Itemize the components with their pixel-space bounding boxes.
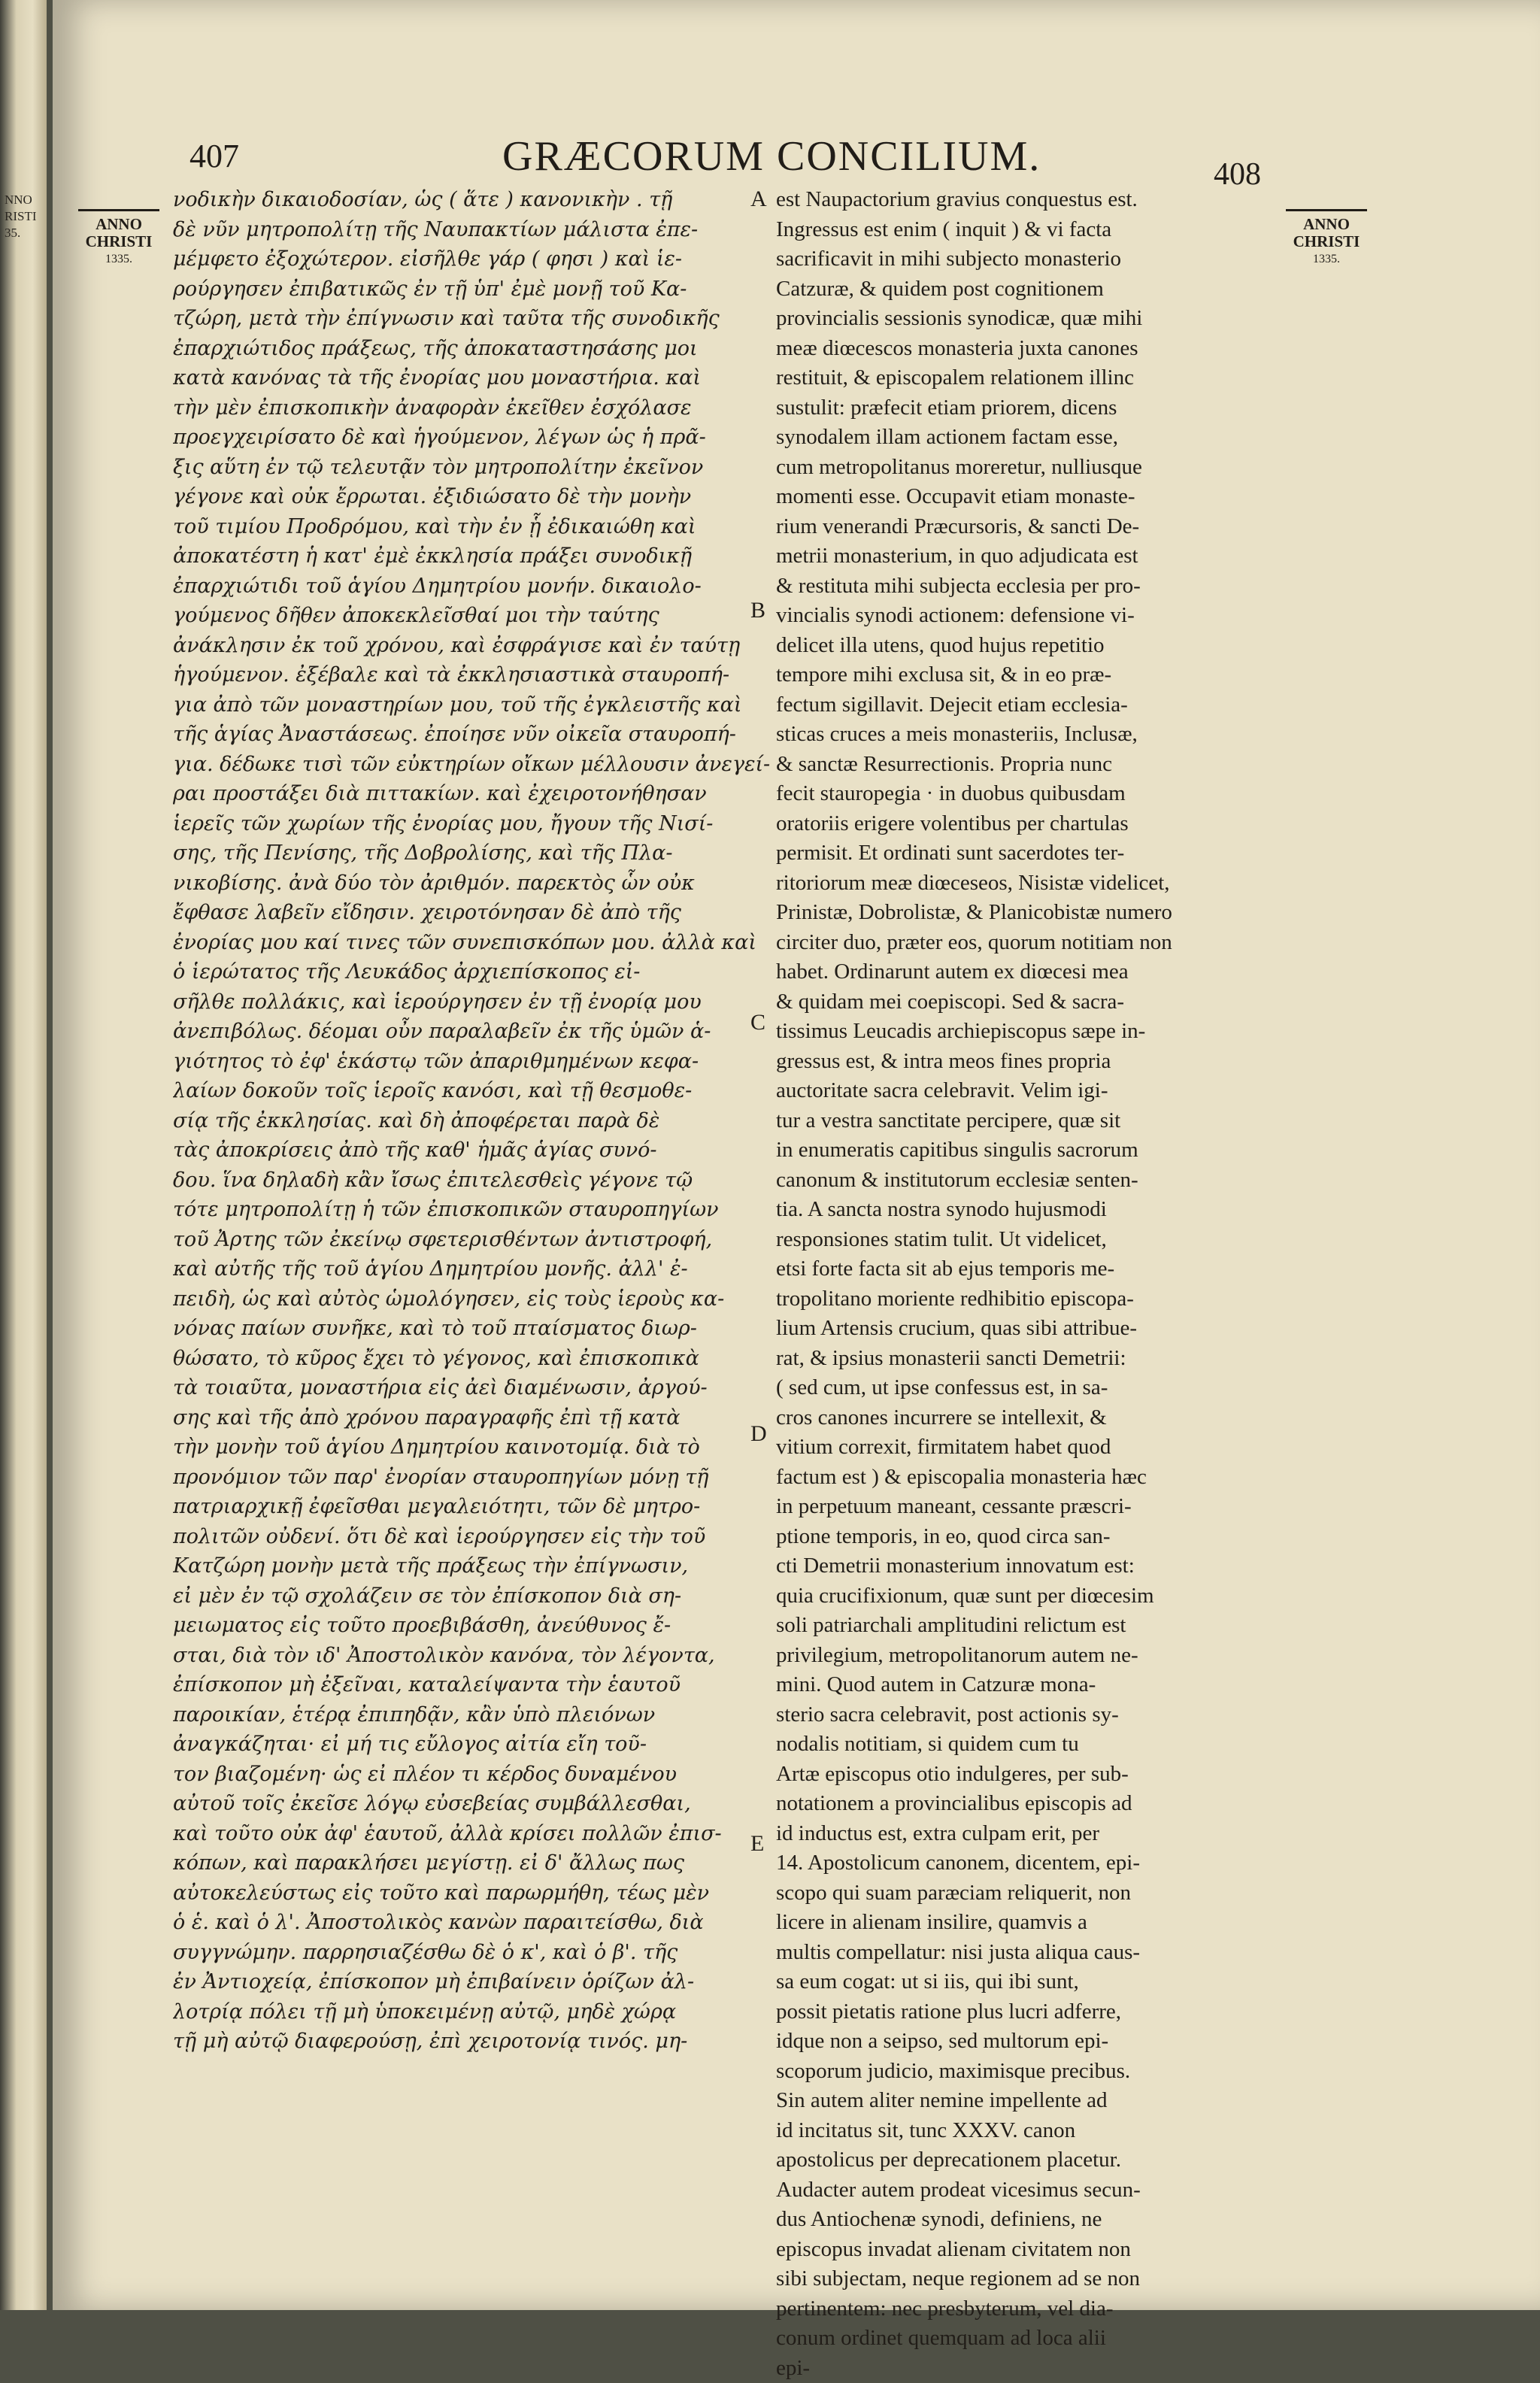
latin-text-line: pertinentem: nec presbyterum, vel dia-	[776, 2294, 1276, 2324]
latin-text-line: scopo qui suam paræciam reliquerit, non	[776, 1878, 1276, 1909]
section-marker-b: B	[750, 598, 765, 623]
latin-text-line: episcopus invadat alienam civitatem non	[776, 2235, 1276, 2265]
greek-text-line: πατριαρχικῇ ἐφεῖσθαι μεγαλειότητι, τῶν δὲ μητρο-	[173, 1492, 796, 1522]
greek-text-line: σται, διὰ τὸν ιδ' Ἀποστολικὸν κανόνα, τὸν λέγοντα,	[173, 1641, 796, 1671]
latin-text-line: tia. A sancta nostra synodo hujusmodi	[776, 1195, 1276, 1225]
latin-text-line: & sanctæ Resurrectionis. Propria nunc	[776, 750, 1276, 780]
latin-text-line: fecit stauropegia · in duobus quibusdam	[776, 779, 1276, 809]
greek-text-line: αὐτοκελεύστως εἰς τοῦτο καὶ παρωρμήθη, τέως μὲν	[173, 1878, 796, 1909]
fragment-1: NNO	[5, 192, 44, 208]
latin-text-line: licere in alienam insilire, quamvis a	[776, 1908, 1276, 1938]
margin-note-right	[1286, 209, 1367, 268]
latin-text-line: possit pietatis ratione plus lucri adferre,	[776, 1997, 1276, 2027]
greek-text-line: τὴν μὲν ἐπισκοπικὴν ἀναφορὰν ἐκεῖθεν ἐσχόλασε	[173, 393, 796, 423]
latin-text-line: scoporum judicio, maximisque precibus.	[776, 2057, 1276, 2087]
greek-text-line: νόνας παίων συνῆκε, καὶ τὸ τοῦ πταίσματος διωρ-	[173, 1314, 796, 1344]
latin-text-line: oratoriis erigere volentibus per chartulas	[776, 809, 1276, 839]
latin-text-line: tissimus Leucadis archiepiscopus sæpe in-	[776, 1017, 1276, 1047]
christi-label: CHRISTI	[1286, 233, 1367, 250]
latin-text-line: delicet illa utens, quod hujus repetitio	[776, 631, 1276, 661]
greek-text-line: ἀνάκλησιν ἐκ τοῦ χρόνου, καὶ ἐσφράγισε καὶ ἐν ταύτῃ	[173, 631, 796, 661]
latin-text-line: Artæ episcopus otio indulgeres, per sub-	[776, 1760, 1276, 1790]
latin-text-line: vincialis synodi actionem: defensione vi-	[776, 601, 1276, 631]
year-label: 1335.	[78, 250, 159, 268]
section-marker-e: E	[750, 1831, 764, 1857]
greek-text-line: αὐτοῦ τοῖς ἐκεῖσε λόγῳ εὐσεβείας συμβάλλεσθαι,	[173, 1789, 796, 1819]
latin-text-line: momenti esse. Occupavit etiam monaste-	[776, 482, 1276, 512]
greek-text-line: γέγονε καὶ οὐκ ἔρρωται. ἐξιδιώσατο δὲ τὴν μονὴν	[173, 482, 796, 512]
latin-text-line: conum ordinet quemquam ad loca alii	[776, 2324, 1276, 2354]
latin-text-line: est Naupactorium gravius conquestus est.	[776, 185, 1276, 215]
latin-text-line: privilegium, metropolitanorum autem ne-	[776, 1641, 1276, 1671]
greek-text-line: τοῦ Ἀρτης τῶν ἐκείνῳ σφετερισθέντων ἀντιστροφή,	[173, 1225, 796, 1255]
greek-text-line: προνόμιον τῶν παρ' ἐνορίαν σταυροπηγίων μόνῃ τῇ	[173, 1463, 796, 1493]
latin-text-line: circiter duo, præter eos, quorum notitiam non	[776, 928, 1276, 958]
latin-text-line: sterio sacra celebravit, post actionis sy-	[776, 1700, 1276, 1730]
greek-text-line: προεγχειρίσατο δὲ καὶ ἡγούμενον, λέγων ὡς ἡ πρᾶ-	[173, 423, 796, 453]
latin-text-line: rium venerandi Præcursoris, & sancti De-	[776, 512, 1276, 542]
latin-text-line: mini. Quod autem in Catzuræ mona-	[776, 1670, 1276, 1700]
section-marker-d: D	[750, 1421, 767, 1447]
greek-text-line: τὴν μονὴν τοῦ ἁγίου Δημητρίου καινοτομίᾳ. διὰ τὸ	[173, 1433, 796, 1463]
latin-text-line: meæ diœcescos monasteria juxta canones	[776, 334, 1276, 364]
greek-text-line: δὲ νῦν μητροπολίτῃ τῆς Ναυπακτίων μάλιστα ἐπε-	[173, 215, 796, 245]
latin-text-line: canonum & institutorum ecclesiæ senten-	[776, 1166, 1276, 1196]
greek-text-line: καὶ τοῦτο οὐκ ἀφ' ἑαυτοῦ, ἀλλὰ κρίσει πολλῶν ἐπισ-	[173, 1819, 796, 1849]
latin-text-column	[776, 185, 1276, 2383]
latin-text-line: ( sed cum, ut ipse confessus est, in sa-	[776, 1373, 1276, 1403]
latin-text-line: & restituta mihi subjecta ecclesia per pro-	[776, 571, 1276, 602]
latin-text-line: multis compellatur: nisi justa aliqua caus-	[776, 1938, 1276, 1968]
greek-text-line: νοδικὴν δικαιοδοσίαν, ὡς ( ἅτε ) κανονικὴν . τῇ	[173, 185, 796, 215]
greek-text-line: πολιτῶν οὐδενί. ὅτι δὲ καὶ ἱερούργησεν εἰς τὴν τοῦ	[173, 1522, 796, 1552]
latin-text-line: metrii monasterium, in quo adjudicata est	[776, 541, 1276, 571]
greek-text-line: γιότητος τὸ ἐφ' ἑκάστῳ τῶν ἀπαριθμημένων κεφα-	[173, 1047, 796, 1077]
latin-text-line: cum metropolitanus moreretur, nulliusque	[776, 453, 1276, 483]
latin-text-line: idque non a seipso, sed multorum epi-	[776, 2027, 1276, 2057]
greek-text-line: για. δέδωκε τισὶ τῶν εὐκτηρίων οἴκων μέλλουσιν ἀνεγεί-	[173, 750, 796, 780]
latin-text-line: nodalis notitiam, si quidem cum tu	[776, 1730, 1276, 1760]
latin-text-line: Catzuræ, & quidem post cognitionem	[776, 274, 1276, 305]
greek-text-line: τὰς ἀποκρίσεις ἀπὸ τῆς καθ' ἡμᾶς ἁγίας συνό-	[173, 1135, 796, 1166]
greek-text-line: ὁ ἱερώτατος τῆς Λευκάδος ἀρχιεπίσκοπος εἰ-	[173, 957, 796, 987]
christi-label: CHRISTI	[78, 233, 159, 250]
latin-text-line: in enumeratis capitibus singulis sacrorum	[776, 1135, 1276, 1166]
running-title: GRÆCORUM CONCILIUM.	[502, 132, 1041, 180]
anno-label: ANNO	[78, 216, 159, 233]
greek-text-line: ἐπαρχιώτιδος πράξεως, τῆς ἀποκαταστησάσης μοι	[173, 334, 796, 364]
greek-text-line: ἀποκατέστη ἡ κατ' ἐμὲ ἐκκλησία πράξει συνοδικῇ	[173, 541, 796, 571]
latin-text-line: rat, & ipsius monasterii sancti Demetrii:	[776, 1344, 1276, 1374]
greek-text-line: ξις αὕτη ἐν τῷ τελευτᾷν τὸν μητροπολίτην ἐκεῖνον	[173, 453, 796, 483]
latin-text-line: etsi forte facta sit ab ejus temporis me-	[776, 1254, 1276, 1284]
latin-text-line: factum est ) & episcopalia monasteria hæc	[776, 1463, 1276, 1493]
greek-text-line: καὶ αὐτῆς τῆς τοῦ ἁγίου Δημητρίου μονῆς. ἀλλ' ἐ-	[173, 1254, 796, 1284]
greek-text-line: σῆλθε πολλάκις, καὶ ἱερούργησεν ἐν τῇ ἐνορίᾳ μου	[173, 987, 796, 1017]
fragment-2: RISTI	[5, 208, 44, 225]
greek-text-line: σης καὶ τῆς ἀπὸ χρόνου παραγραφῆς ἐπὶ τῇ κατὰ	[173, 1403, 796, 1433]
margin-note-left	[78, 209, 159, 268]
greek-text-line: συγγνώμην. παρρησιαζέσθω δὲ ὁ κ', καὶ ὁ β'. τῆς	[173, 1938, 796, 1968]
greek-text-line: κατὰ κανόνας τὰ τῆς ἐνορίας μου μοναστήρια. καὶ	[173, 363, 796, 393]
margin-rule	[1286, 209, 1367, 211]
latin-text-line: Ingressus est enim ( inquit ) & vi facta	[776, 215, 1276, 245]
latin-text-line: lium Artensis crucium, quas sibi attribue-	[776, 1314, 1276, 1344]
latin-text-line: notationem a provincialibus episcopis ad	[776, 1789, 1276, 1819]
greek-text-line: τὰ τοιαῦτα, μοναστήρια εἰς ἀεὶ διαμένωσιν, ἀργού-	[173, 1373, 796, 1403]
latin-text-line: permisit. Et ordinati sunt sacerdotes ter-	[776, 838, 1276, 869]
greek-text-line: μέμφετο ἐξοχώτερον. εἰσῆλθε γάρ ( φησι ) καὶ ἱε-	[173, 244, 796, 274]
greek-text-line: νικοβίσης. ἀνὰ δύο τὸν ἀριθμόν. παρεκτὸς ὧν οὐκ	[173, 869, 796, 899]
latin-text-line: 14. Apostolicum canonem, dicentem, epi-	[776, 1848, 1276, 1878]
greek-text-line: για ἀπὸ τῶν μοναστηρίων μου, τοῦ τῆς ἐγκλειστῆς καὶ	[173, 690, 796, 720]
latin-text-line: epi-	[776, 2354, 1276, 2383]
greek-text-line: ρούργησεν ἐπιβατικῶς ἐν τῇ ὑπ' ἐμὲ μονῇ τοῦ Κα-	[173, 274, 796, 305]
greek-text-line: ἀνεπιβόλως. δέομαι οὖν παραλαβεῖν ἐκ τῆς ὑμῶν ἁ-	[173, 1017, 796, 1047]
latin-text-line: fectum sigillavit. Dejecit etiam ecclesia-	[776, 690, 1276, 720]
greek-text-line: ὁ ἑ. καὶ ὁ λ'. Ἀποστολικὸς κανὼν παραιτείσθω, διὰ	[173, 1908, 796, 1938]
greek-text-line: ἐπίσκοπον μὴ ἐξεῖναι, καταλείψαντα τὴν ἑαυτοῦ	[173, 1670, 796, 1700]
latin-text-line: tur a vestra sanctitate percipere, quæ sit	[776, 1106, 1276, 1136]
latin-text-line: quia crucifixionum, quæ sunt per diœcesim	[776, 1581, 1276, 1611]
latin-text-line: vitium correxit, firmitatem habet quod	[776, 1433, 1276, 1463]
greek-text-line: ἐν Ἀντιοχείᾳ, ἐπίσκοπον μὴ ἐπιβαίνειν ὁρίζων ἀλ-	[173, 1967, 796, 1997]
latin-text-line: Sin autem aliter nemine impellente ad	[776, 2086, 1276, 2116]
latin-text-line: dus Antiochenæ synodi, definiens, ne	[776, 2205, 1276, 2235]
greek-text-line: δου. ἵνα δηλαδὴ κἂν ἴσως ἐπιτελεσθεὶς γέγονε τῷ	[173, 1166, 796, 1196]
latin-text-line: responsiones statim tulit. Ut videlicet,	[776, 1225, 1276, 1255]
latin-text-line: gressus est, & intra meos fines propria	[776, 1047, 1276, 1077]
latin-text-line: cros canones incurrere se intellexit, &	[776, 1403, 1276, 1433]
greek-text-line: τοῦ τιμίου Προδρόμου, καὶ τὴν ἐν ᾗ ἐδικαιώθη καὶ	[173, 512, 796, 542]
section-marker-c: C	[750, 1010, 765, 1035]
previous-page-margin-fragments	[5, 192, 44, 241]
anno-label: ANNO	[1286, 216, 1367, 233]
greek-text-line: εἰ μὲν ἐν τῷ σχολάζειν σε τὸν ἐπίσκοπον διὰ ση-	[173, 1581, 796, 1611]
greek-text-line: τζώρη, μετὰ τὴν ἐπίγνωσιν καὶ ταῦτα τῆς συνοδικῆς	[173, 304, 796, 334]
latin-text-line: ptione temporis, in eo, quod circa san-	[776, 1522, 1276, 1552]
greek-text-line: τῇ μὴ αὐτῷ διαφερούσῃ, ἐπὶ χειροτονίᾳ τινός. μη-	[173, 2027, 796, 2057]
latin-text-line: auctoritate sacra celebravit. Velim igi-	[776, 1076, 1276, 1106]
greek-text-line: ραι προστάξει διὰ πιττακίων. καὶ ἐχειροτονήθησαν	[173, 779, 796, 809]
latin-text-line: cti Demetrii monasterium innovatum est:	[776, 1551, 1276, 1581]
latin-text-line: synodalem illam actionem factam esse,	[776, 423, 1276, 453]
latin-text-line: Audacter autem prodeat vicesimus secun-	[776, 2175, 1276, 2206]
latin-text-line: soli patriarchali amplitudini relictum est	[776, 1611, 1276, 1641]
latin-text-line: apostolicus per deprecationem placetur.	[776, 2145, 1276, 2175]
latin-text-line: sa eum cogat: ut si iis, qui ibi sunt,	[776, 1967, 1276, 1997]
latin-text-line: Prinistæ, Dobrolistæ, & Planicobistæ numero	[776, 898, 1276, 928]
fragment-3: 35.	[5, 225, 44, 241]
latin-text-line: restituit, & episcopalem relationem illinc	[776, 363, 1276, 393]
greek-text-line: ἡγούμενον. ἐξέβαλε καὶ τὰ ἐκκλησιαστικὰ σταυροπή-	[173, 660, 796, 690]
greek-text-line: τότε μητροπολίτῃ ἡ τῶν ἐπισκοπικῶν σταυροπηγίων	[173, 1195, 796, 1225]
latin-text-line: habet. Ordinarunt autem ex diœcesi mea	[776, 957, 1276, 987]
latin-text-line: sibi subjectam, neque regionem ad se non	[776, 2264, 1276, 2294]
greek-text-line: Κατζώρη μονὴν μετὰ τῆς πράξεως τὴν ἐπίγνωσιν,	[173, 1551, 796, 1581]
book-page	[53, 0, 1540, 2310]
latin-text-line: ritoriorum meæ diœceseos, Nisistæ videlicet,	[776, 869, 1276, 899]
greek-text-line: γούμενος δῆθεν ἀποκεκλεῖσθαί μοι τὴν ταύτης	[173, 601, 796, 631]
greek-text-line: κόπων, καὶ παρακλήσει μεγίστῃ. εἰ δ' ἄλλως πως	[173, 1848, 796, 1878]
latin-text-line: tempore mihi exclusa sit, & in eo præ-	[776, 660, 1276, 690]
latin-text-line: in perpetuum maneant, cessante præscri-	[776, 1492, 1276, 1522]
latin-text-line: sacrificavit in mihi subjecto monasterio	[776, 244, 1276, 274]
greek-text-line: μειωματος εἰς τοῦτο προεβιβάσθη, ἀνεύθυνος ἔ-	[173, 1611, 796, 1641]
previous-page-edge	[0, 0, 47, 2310]
page-number-left: 407	[189, 137, 239, 175]
greek-text-line: τον βιαζομένη· ὡς εἰ πλέον τι κέρδος δυναμένου	[173, 1760, 796, 1790]
greek-text-line: τῆς ἁγίας Ἀναστάσεως. ἐποίησε νῦν οἰκεῖα σταυροπή-	[173, 720, 796, 750]
greek-text-line: ἔφθασε λαβεῖν εἴδησιν. χειροτόνησαν δὲ ἀπὸ τῆς	[173, 898, 796, 928]
latin-text-line: sustulit: præfecit etiam priorem, dicens	[776, 393, 1276, 423]
greek-text-line: σίᾳ τῆς ἐκκλησίας. καὶ δὴ ἀποφέρεται παρὰ δὲ	[173, 1106, 796, 1136]
latin-text-line: tropolitano moriente redhibitio episcopa-	[776, 1284, 1276, 1314]
greek-text-line: σης, τῆς Πενίσης, τῆς Δοβρολίσης, καὶ τῆς Πλα-	[173, 838, 796, 869]
latin-text-line: provincialis sessionis synodicæ, quæ mihi	[776, 304, 1276, 334]
page-number-right: 408	[1214, 156, 1261, 193]
greek-text-line: ἀναγκάζηται· εἰ μή τις εὔλογος αἰτία εἴη τοῦ-	[173, 1730, 796, 1760]
latin-text-line: id inductus est, extra culpam erit, per	[776, 1819, 1276, 1849]
latin-text-line: sticas cruces a meis monasteriis, Inclusæ,	[776, 720, 1276, 750]
year-label: 1335.	[1286, 250, 1367, 268]
greek-text-line: λαίων δοκοῦν τοῖς ἱεροῖς κανόσι, καὶ τῇ θεσμοθε-	[173, 1076, 796, 1106]
section-marker-a: A	[750, 186, 767, 212]
greek-text-line: παροικίαν, ἑτέρᾳ ἐπιπηδᾷν, κἂν ὑπὸ πλειόνων	[173, 1700, 796, 1730]
greek-text-line: ἐνορίας μου καί τινες τῶν συνεπισκόπων μου. ἀλλὰ καὶ	[173, 928, 796, 958]
greek-text-line: ἐπαρχιώτιδι τοῦ ἁγίου Δημητρίου μονήν. δικαιολο-	[173, 571, 796, 602]
greek-text-line: ἱερεῖς τῶν χωρίων τῆς ἐνορίας μου, ἤγουν τῆς Νισί-	[173, 809, 796, 839]
greek-text-line: λοτρίᾳ πόλει τῇ μὴ ὑποκειμένῃ αὐτῷ, μηδὲ χώρᾳ	[173, 1997, 796, 2027]
greek-text-line: πειδὴ, ὡς καὶ αὐτὸς ὡμολόγησεν, εἰς τοὺς ἱεροὺς κα-	[173, 1284, 796, 1314]
greek-text-column	[173, 185, 796, 2057]
latin-text-line: id incitatus sit, tunc XXXV. canon	[776, 2116, 1276, 2146]
latin-text-line: & quidam mei coepiscopi. Sed & sacra-	[776, 987, 1276, 1017]
greek-text-line: θώσατο, τὸ κῦρος ἔχει τὸ γέγονος, καὶ ἐπισκοπικὰ	[173, 1344, 796, 1374]
margin-rule	[78, 209, 159, 211]
